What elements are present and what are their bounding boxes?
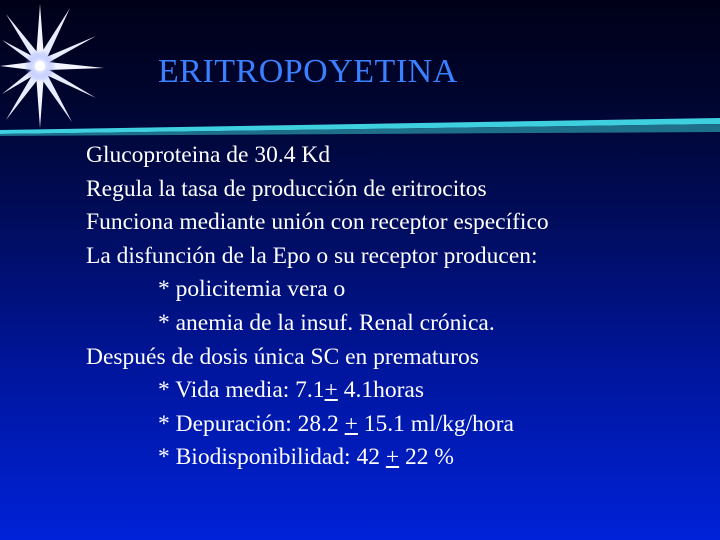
plus-minus-sign: +	[385, 444, 400, 471]
bullet-glycoprotein: Glucoproteina de 30.4 Kd	[86, 142, 331, 168]
sub-bullet-anemia: * anemia de la insuf. Renal crónica.	[158, 309, 495, 336]
sub-bullet-clearance: * Depuración: 28.2 + 15.1 ml/kg/hora	[158, 410, 514, 437]
bullet-dysfunction: La disfunción de la Epo o su receptor producen:	[86, 242, 538, 269]
sub-bullet-half-life: * Vida media: 7.1+ 4.1horas	[158, 377, 424, 404]
slide-title: ERITROPOYETINA	[158, 53, 458, 90]
plus-minus-sign: +	[324, 377, 338, 404]
sparkle-star-icon	[0, 0, 110, 135]
bullet-receptor-binding: Funciona mediante unión con receptor específico	[86, 209, 549, 236]
sub-bullet-polycythemia: * policitemia vera o	[158, 276, 346, 303]
bullet-regulates-production: Regula la tasa de producción de eritrocitos	[86, 175, 487, 202]
plus-minus-sign: +	[344, 410, 358, 437]
sub-bullet-bioavailability: * Biodisponibilidad: 42 + 22 %	[158, 444, 454, 471]
bullet-single-dose: Después de dosis única SC en prematuros	[86, 343, 479, 370]
slide-body	[86, 139, 706, 475]
title-underline-bar	[0, 118, 720, 136]
